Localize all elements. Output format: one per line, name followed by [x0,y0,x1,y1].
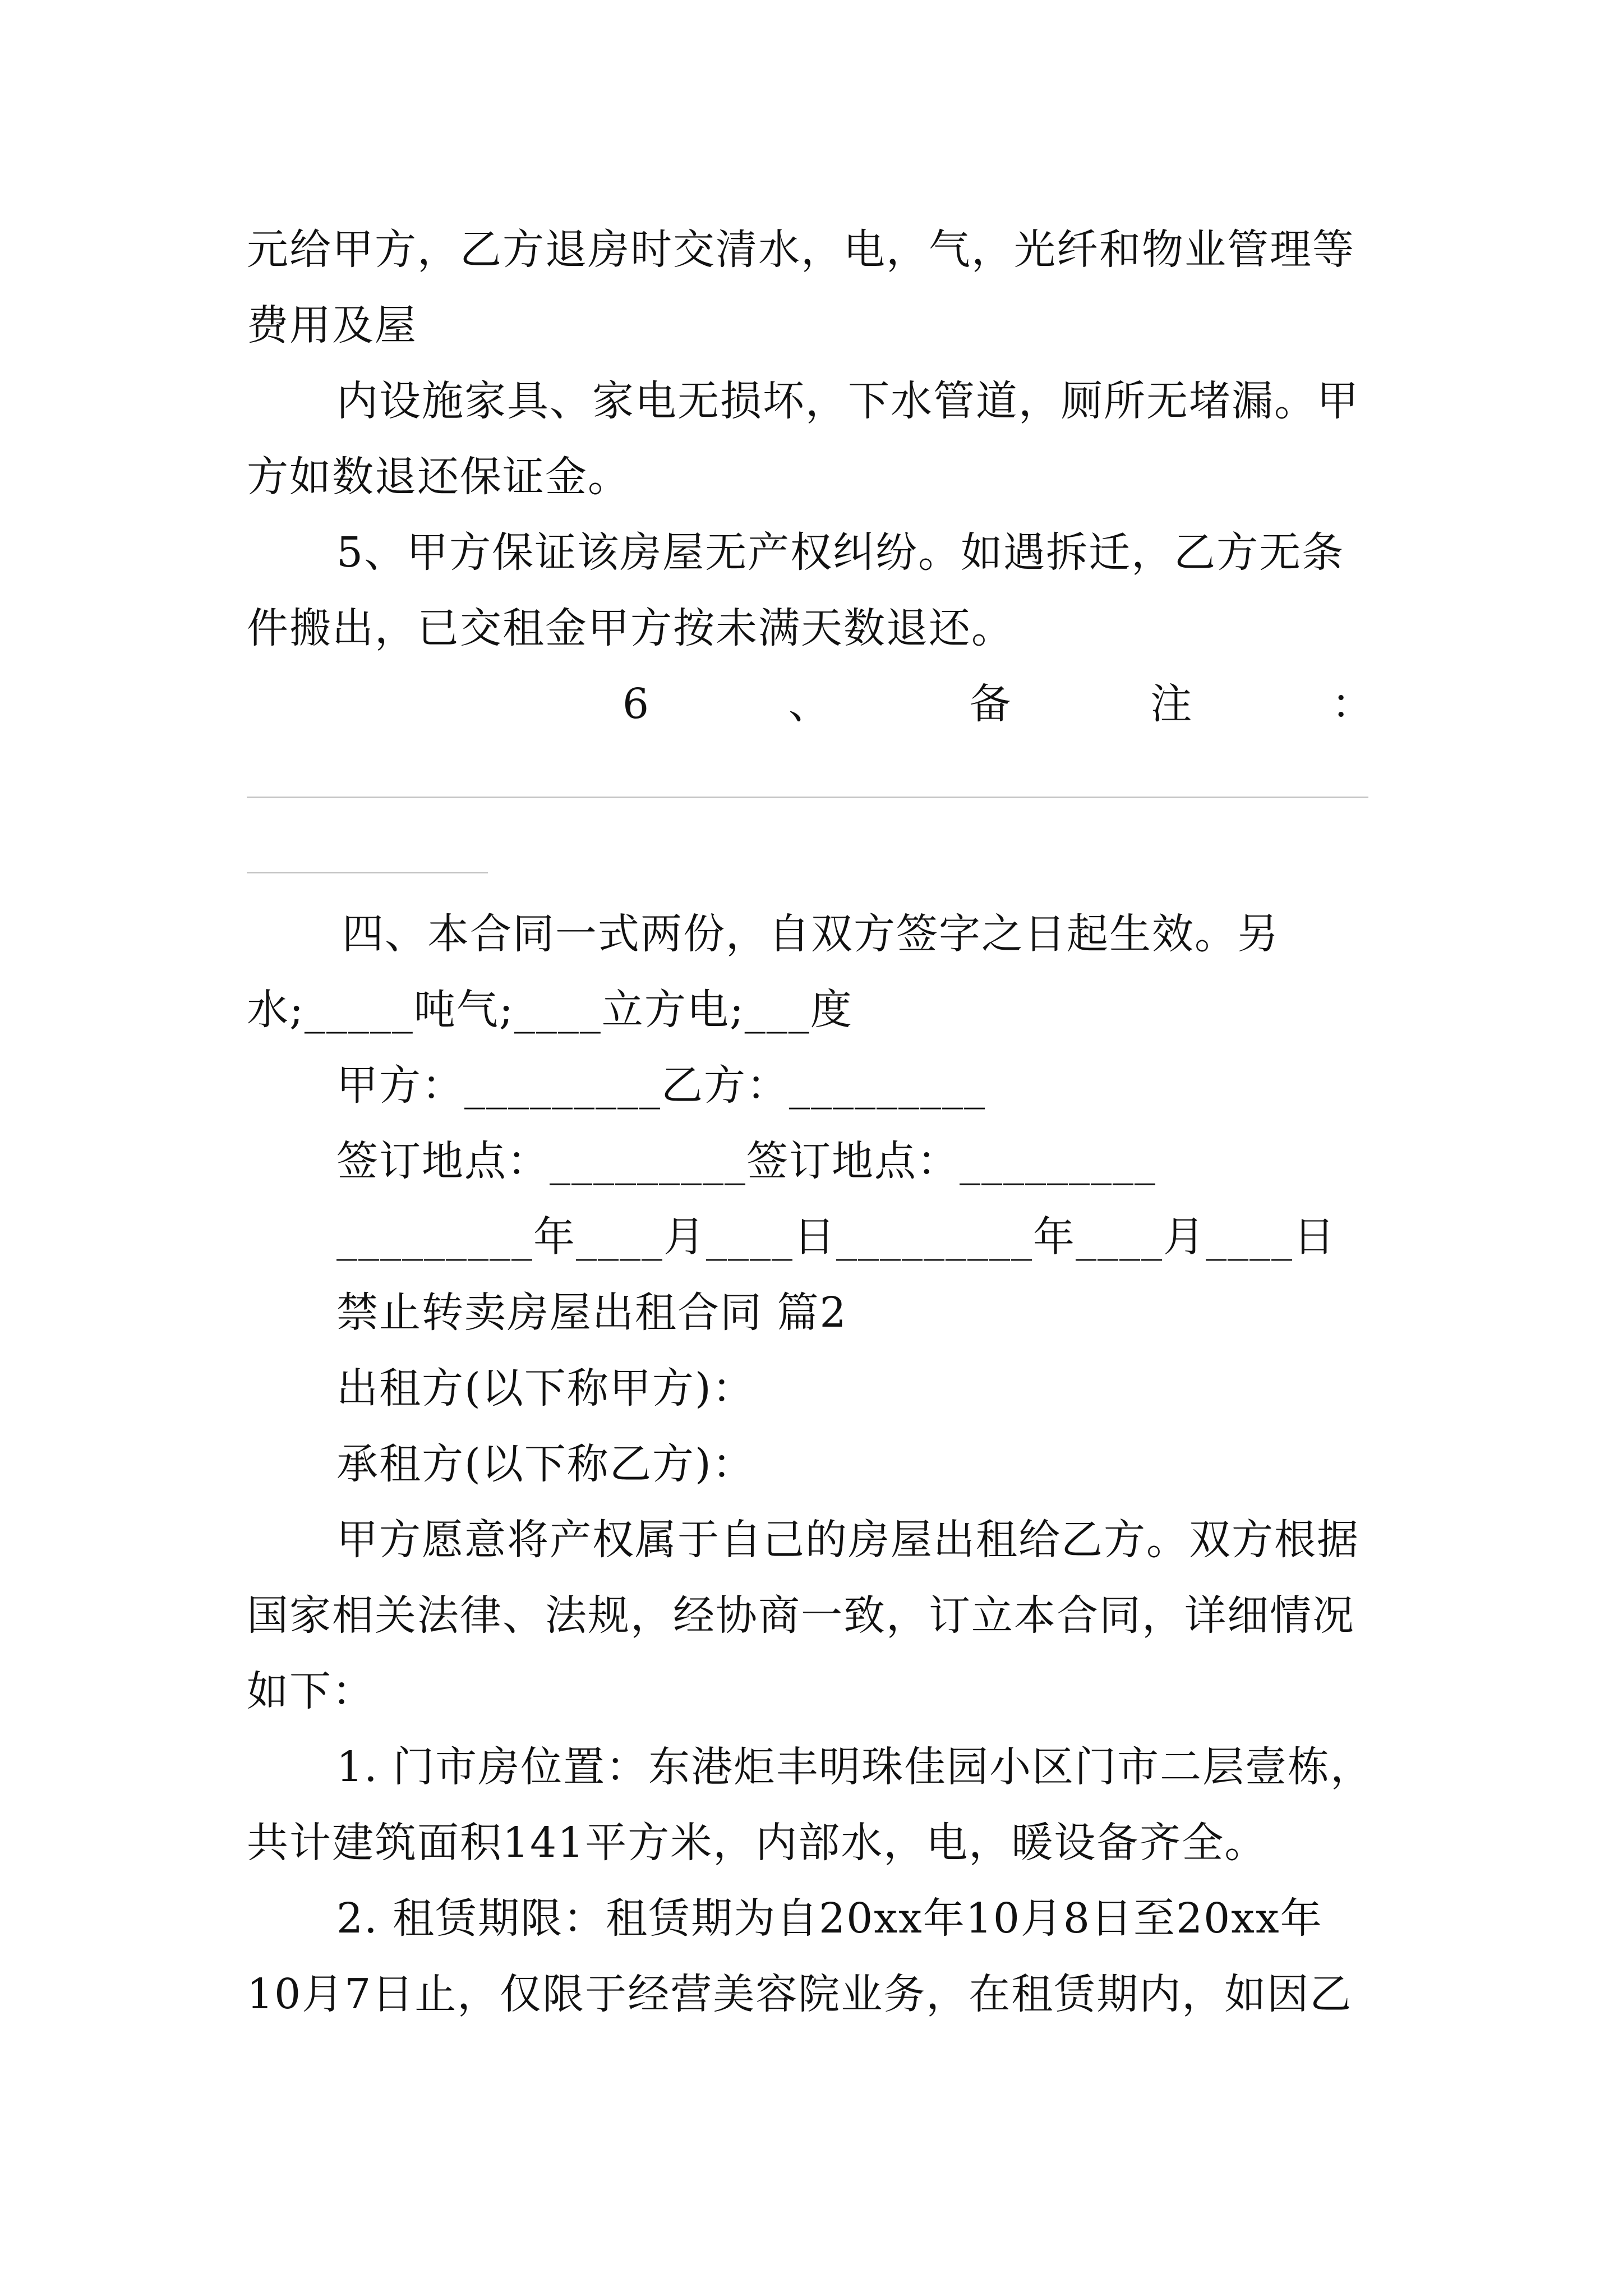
remarks-blank-line [247,797,1368,798]
paragraph-line: 甲方愿意将产权属于自己的房屋出租给乙方。双方根据 [336,1516,1359,1564]
paragraph-line: 共计建筑面积141平方米，内部水，电，暖设备齐全。 [247,1819,1267,1867]
remarks-char-2: 注 [1150,680,1193,728]
paragraph-line: 10月7日止，仅限于经营美容院业务，在租赁期内，如因乙 [247,1970,1353,2018]
remarks-colon: ： [1331,680,1374,728]
paragraph-line: 如下： [247,1667,375,1715]
paragraph-line: 四、本合同一式两份，自双方签字之日起生效。另 [342,910,1280,958]
paragraph-line: 费用及屋 [247,301,417,349]
signature-location: 签订地点：_________签订地点：_________ [336,1137,1156,1185]
lessee-line: 承租方(以下称乙方)： [336,1440,755,1488]
remarks-number: 6 [623,680,651,728]
lessor-line: 出租方(以下称甲方)： [336,1364,755,1412]
paragraph-line: 元给甲方，乙方退房时交清水，电，气，光纤和物业管理等 [247,226,1355,274]
paragraph-line: 国家相关法律、法规，经协商一致，订立本合同，详细情况 [247,1591,1355,1640]
remarks-char-1: 备 [969,680,1012,728]
remarks-separator: 、 [788,680,831,728]
section-title: 禁止转卖房屋出租合同 篇2 [336,1289,847,1337]
paragraph-line: 件搬出，已交租金甲方按未满天数退还。 [247,604,1014,652]
paragraph-line: 2. 租赁期限：租赁期为自20xx年10月8日至20xx年 [336,1894,1323,1943]
remarks-heading [623,676,1374,732]
signature-date: _________年____月____日_________年____月____日 [336,1213,1336,1261]
paragraph-line: 5、甲方保证该房屋无产权纠纷。如遇拆迁，乙方无条 [336,528,1345,577]
paragraph-line: 方如数退还保证金。 [247,453,630,501]
paragraph-line: 内设施家具、家电无损坏，下水管道，厕所无堵漏。甲 [336,377,1359,425]
paragraph-line: 1. 门市房位置：东港炬丰明珠佳园小区门市二层壹栋， [336,1743,1373,1791]
signature-parties: 甲方：_________乙方：_________ [336,1061,986,1110]
remarks-blank-line-short [247,872,488,873]
paragraph-line: 水;_____吨气;____立方电;___度 [247,986,853,1034]
